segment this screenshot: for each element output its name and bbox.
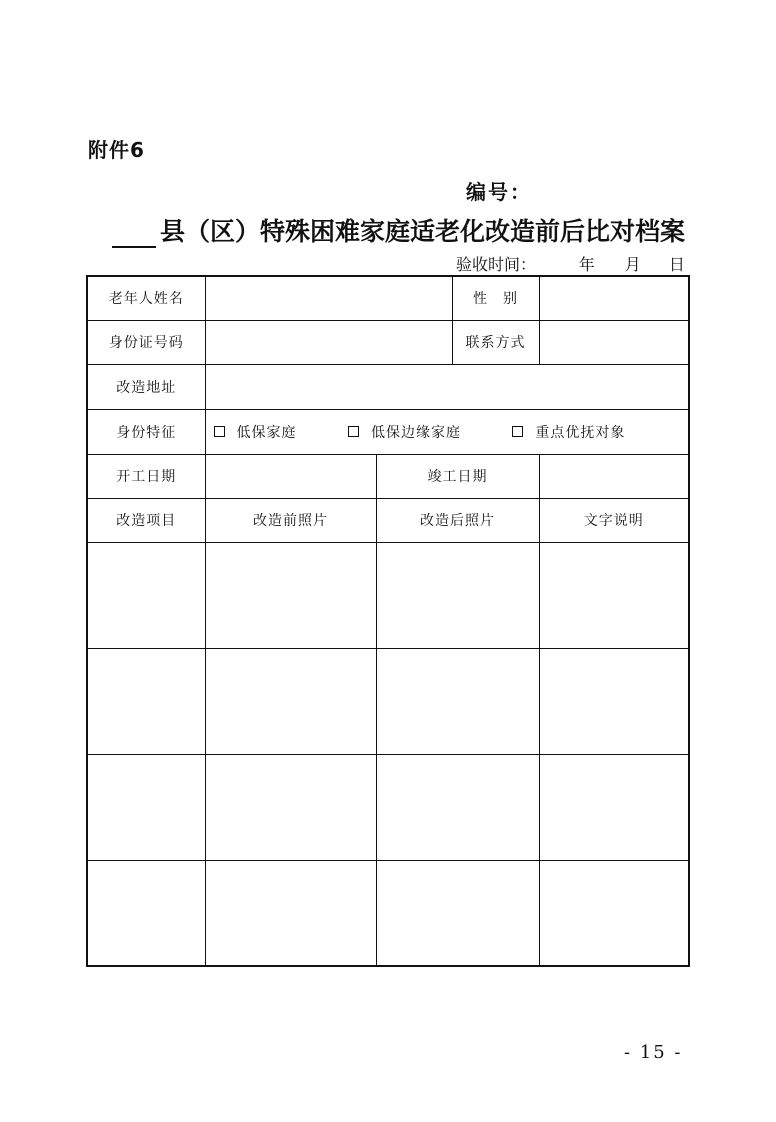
- before-photo-cell[interactable]: [205, 860, 376, 966]
- identity-option-near-low-income[interactable]: [348, 422, 461, 442]
- before-photo-cell[interactable]: [205, 542, 376, 648]
- item-cell[interactable]: [87, 860, 205, 966]
- identity-option-label: 低保家庭: [236, 424, 297, 441]
- description-cell[interactable]: [539, 648, 689, 754]
- checkbox-icon[interactable]: [214, 426, 225, 437]
- attachment-label: 附件6: [88, 138, 145, 162]
- checkbox-icon[interactable]: [512, 426, 523, 437]
- after-photo-cell[interactable]: [376, 860, 539, 966]
- column-header-before-photo: 改造前照片: [205, 498, 376, 542]
- description-cell[interactable]: [539, 754, 689, 860]
- county-blank-line[interactable]: [112, 220, 156, 248]
- identity-label: 身份特征: [87, 409, 205, 454]
- table-row: [87, 320, 689, 364]
- elder-name-field[interactable]: [205, 276, 452, 320]
- column-header-description: 文字说明: [539, 498, 689, 542]
- column-header-after-photo: 改造后照片: [376, 498, 539, 542]
- address-label: 改造地址: [87, 364, 205, 409]
- archive-form-table: [86, 275, 690, 967]
- table-row: [87, 754, 689, 860]
- before-photo-cell[interactable]: [205, 754, 376, 860]
- contact-label: 联系方式: [452, 320, 539, 364]
- table-row: [87, 409, 689, 454]
- table-row: [87, 648, 689, 754]
- start-date-field[interactable]: [205, 454, 376, 498]
- identity-options: [205, 409, 689, 454]
- after-photo-cell[interactable]: [376, 754, 539, 860]
- end-date-label: 竣工日期: [376, 454, 539, 498]
- table-header-row: [87, 498, 689, 542]
- before-photo-cell[interactable]: [205, 648, 376, 754]
- month-label: 月: [624, 255, 641, 274]
- acceptance-time-row: [456, 252, 688, 275]
- after-photo-cell[interactable]: [376, 648, 539, 754]
- page-number: - 15 -: [624, 1042, 683, 1063]
- form-title: [112, 212, 692, 248]
- id-number-field[interactable]: [205, 320, 452, 364]
- item-cell[interactable]: [87, 754, 205, 860]
- elder-name-label: 老年人姓名: [87, 276, 205, 320]
- table-row: [87, 542, 689, 648]
- table-row: [87, 364, 689, 409]
- identity-option-priority-care[interactable]: [512, 422, 625, 442]
- contact-field[interactable]: [539, 320, 689, 364]
- acceptance-time-label: 验收时间：: [456, 255, 537, 274]
- table-row: [87, 276, 689, 320]
- identity-option-label: 重点优抚对象: [535, 424, 626, 441]
- serial-number-label: 编号：: [466, 180, 532, 204]
- item-cell[interactable]: [87, 648, 205, 754]
- end-date-field[interactable]: [539, 454, 689, 498]
- description-cell[interactable]: [539, 860, 689, 966]
- table-row: [87, 454, 689, 498]
- identity-option-low-income[interactable]: [214, 422, 297, 442]
- after-photo-cell[interactable]: [376, 542, 539, 648]
- item-cell[interactable]: [87, 542, 205, 648]
- address-field[interactable]: [205, 364, 689, 409]
- checkbox-icon[interactable]: [348, 426, 359, 437]
- description-cell[interactable]: [539, 542, 689, 648]
- year-label: 年: [578, 255, 595, 274]
- table-row: [87, 860, 689, 966]
- gender-field[interactable]: [539, 276, 689, 320]
- form-title-text: 县（区）特殊困难家庭适老化改造前后比对档案: [160, 217, 686, 246]
- day-label: 日: [668, 255, 685, 274]
- column-header-item: 改造项目: [87, 498, 205, 542]
- start-date-label: 开工日期: [87, 454, 205, 498]
- gender-label: 性 别: [452, 276, 539, 320]
- id-number-label: 身份证号码: [87, 320, 205, 364]
- identity-option-label: 低保边缘家庭: [370, 424, 461, 441]
